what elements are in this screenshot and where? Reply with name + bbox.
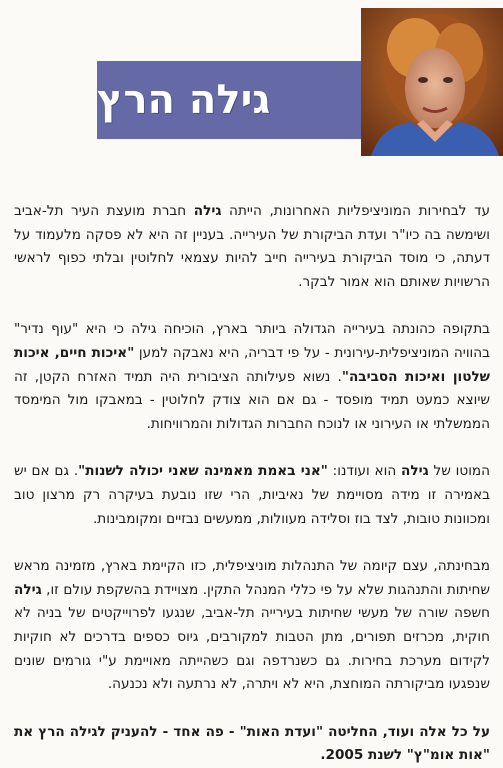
paragraph-4: מבחינתה, עצם קיומה של התנהלות מוניציפלית, כזו הקיימת בארץ, מזמינה מראש שחיתות והתנהגות שלא על פי כללי המנהל התקין. מצויידת בהשקפת עולם זו, גילה חשפה שורה של מעשי שחיתות בעירייה תל-אביב, שנגעו לפרוייקטים של בניה לא חוקית, מכרזים תפורים, מתן הטבות למקורבים, גיוס כספים בדרכים לא חוקיות לקידום מערכת בחירות. גם כשנרדפה וגם כשהייתה מאויימת ע"י גורמים שונים שנפגעו מביקורתה המוחצת, היא לא ויתרה, לא נרתעה ולא נכנעה. bbox=[14, 558, 490, 693]
page-title: גילה הרץ bbox=[97, 77, 271, 123]
paragraph-1: עד לבחירות המוניציפליות האחרונות, הייתה גילה חברת מועצת העיר תל-אביב ושימשה בה כיו"ר ועדת הביקורת של העירייה. בעניין זה היא לא פסקה מלעמוד על דעתה, כי מוסד הביקורת בעירייה חייב להיות עצמאי לחלוטין ובלתי כפוף לראשי הרשויות שאותם הוא אמור לבקר. bbox=[14, 203, 490, 290]
closing-paragraph: על כל אלה ועוד, החליטה "ועדת האות" - פה אחד - להעניק לגילה הרץ את "אות אומ"ץ" לשנת 2005. bbox=[14, 723, 490, 764]
paragraph-2: בתקופה כהונתה בעירייה הגדולה ביותר בארץ, הוכיחה גילה כי היא "עוף נדיר" בהוויה המוניציפלית-עירונית - על פי דבריה, היא נאבקה למען "איכות חיים, איכות שלטון ואיכות הסביבה". נשוא פעילותה הציבורית היה תמיד האזרח הקטן, זה שיוצא כמעט תמיד מופסד - גם אם הוא צודק לחלוטין - במאבקו מול המימסד הממשלתי או העירוני או לנוכח החברות הגדולות והמרוויחות. bbox=[14, 321, 490, 432]
paragraph-3: המוטו של גילה הוא ועודנו: "אני באמת מאמינה שאני יכולה לשנות". גם אם יש באמירה זו מידה מסויימת של נאיביות, הרי שזו נובעת בעיקרה רק מרצון טוב ומכוונות טובות, לצד בוז וסלידה מעוולות, ממעשים נבזיים ומקומבינות. bbox=[14, 463, 491, 527]
highlighted-name: גילה bbox=[193, 203, 222, 219]
article-body bbox=[14, 200, 490, 768]
highlighted-name: גילה bbox=[401, 463, 429, 480]
highlighted-quote: "איכות חיים, איכות שלטון ואיכות הסביבה" bbox=[14, 344, 490, 385]
portrait-photo bbox=[361, 8, 503, 156]
highlighted-name: גילה bbox=[14, 581, 42, 598]
motto-quote: "אני באמת מאמינה שאני יכולה לשנות" bbox=[78, 463, 328, 480]
